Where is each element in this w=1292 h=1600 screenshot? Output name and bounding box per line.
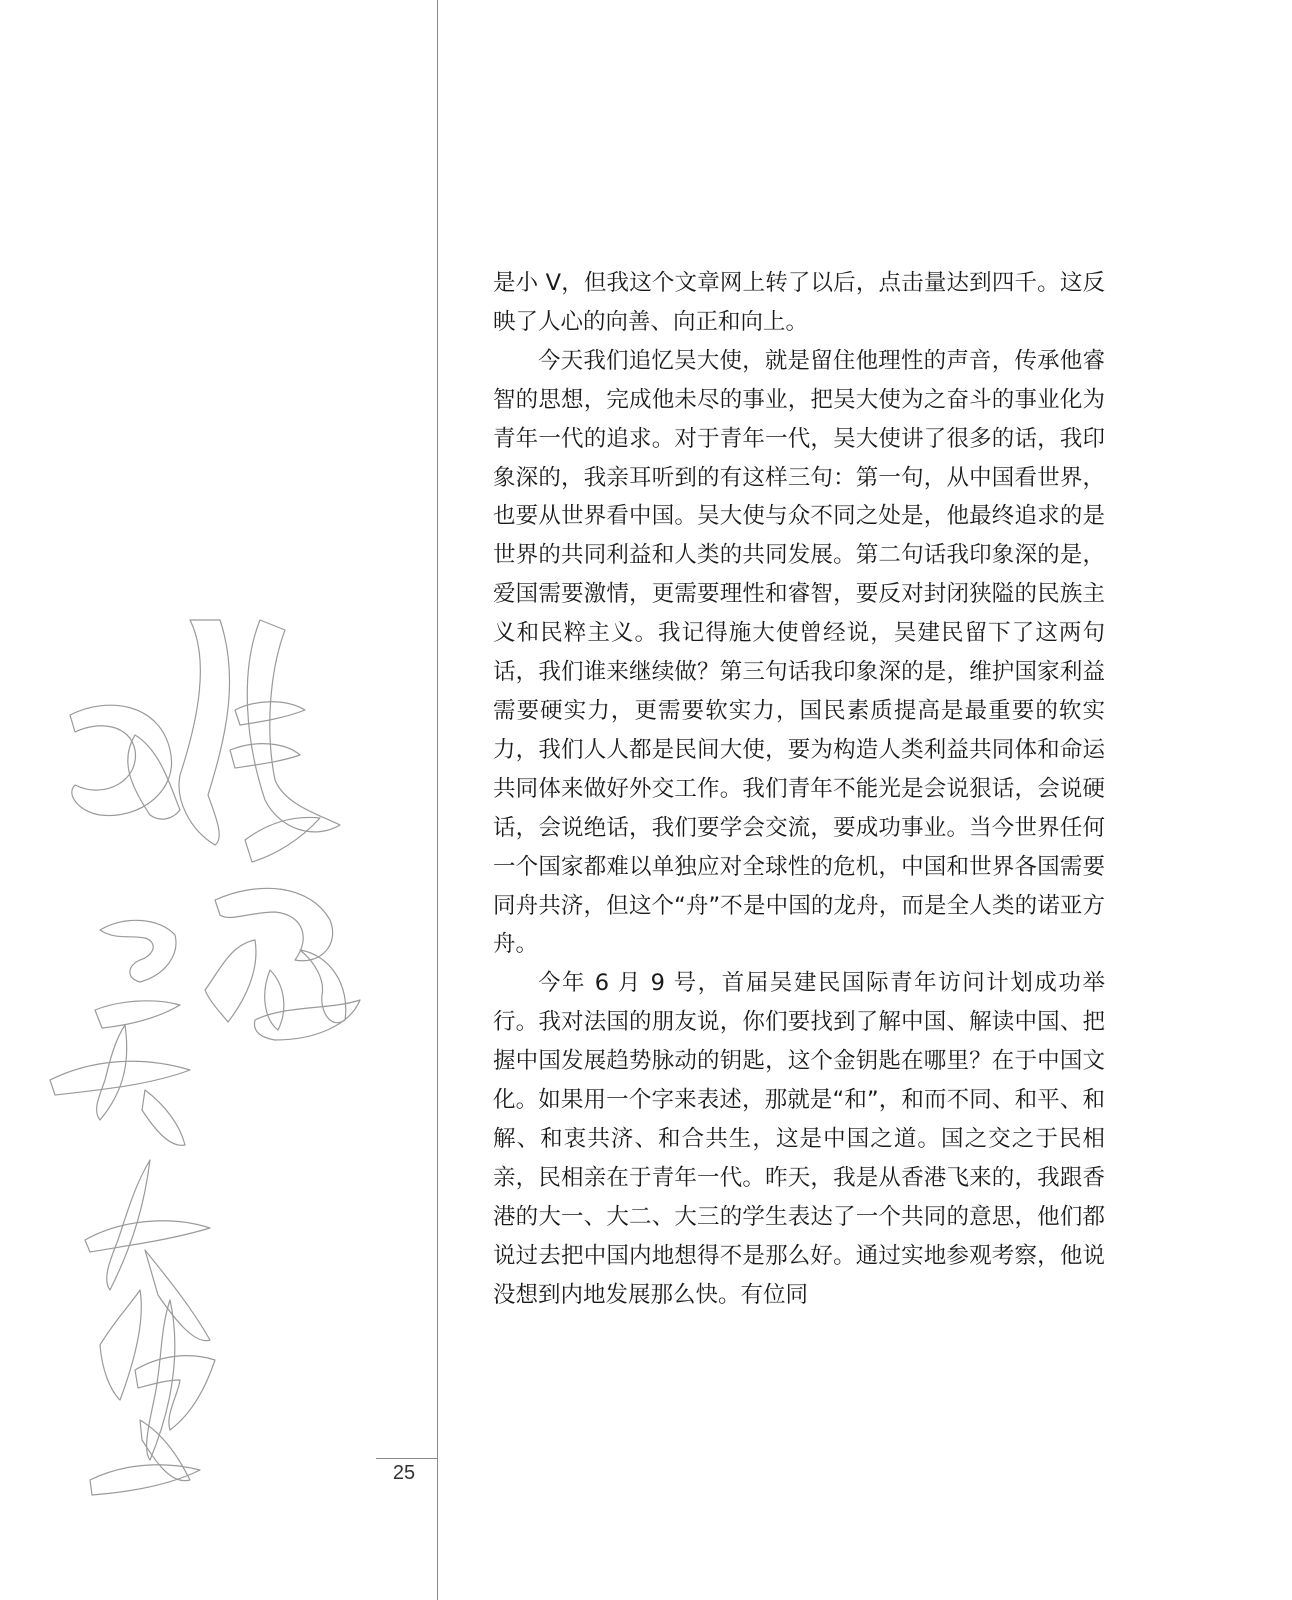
paragraph: 今天我们追忆吴大使，就是留住他理性的声音，传承他睿智的思想，完成他未尽的事业，把吴大使为之奋斗的事业化为青年一代的追求。对于青年一代，吴大使讲了很多的话，我印象深的，我亲耳听到的有这样三句：第一句，从中国看世界，也要从世界看中国。吴大使与众不同之处是，他最终追求的是世界的共同利益和人类的共同发展。第二句话我印象深的是，爱国需要激情，更需要理性和睿智，要反对封闭狭隘的民族主义和民粹主义。我记得施大使曾经说，吴建民留下了这两句话，我们谁来继续做？第三句话我印象深的是，维护国家利益需要硬实力，更需要软实力，国民素质提高是最重要的软实力，我们人人都是民间大使，要为构造人类利益共同体和命运共同体来做好外交工作。我们青年不能光是会说狠话，会说硬话，会说绝话，我们要学会交流，要成功事业。当今世界任何一个国家都难以单独应对全球性的危机，中国和世界各国需要同舟共济，但这个“舟”不是中国的龙舟，而是全人类的诺亚方舟。 <box>493 347 1105 958</box>
calligraphy-title <box>30 600 390 1510</box>
page-number: 25 <box>392 1462 416 1484</box>
paragraph: 今年 6 月 9 号，首届吴建民国际青年访问计划成功举行。我对法国的朋友说，你们要找到了解中国、解读中国、把握中国发展趋势脉动的钥匙，这个金钥匙在哪里？在于中国文化。如果用一个字来表述，那就是“和”，和而不同、和平、和解、和衷共济、和合共生，这是中国之道。国之交之于民相亲，民相亲在于青年一代。昨天，我是从香港飞来的，我跟香港的大一、大二、大三的学生表达了一个共同的意思，他们都说过去把中国内地想得不是那么好。通过实地参观考察，他说没想到内地发展那么快。有位同 <box>493 970 1105 1308</box>
article-body <box>493 264 1105 1314</box>
folio-rule <box>376 1458 437 1459</box>
paragraph: 是小 V，但我这个文章网上转了以后，点击量达到四千。这反映了人心的向善、向正和向上。 <box>493 270 1105 335</box>
gutter-line <box>437 0 438 1600</box>
